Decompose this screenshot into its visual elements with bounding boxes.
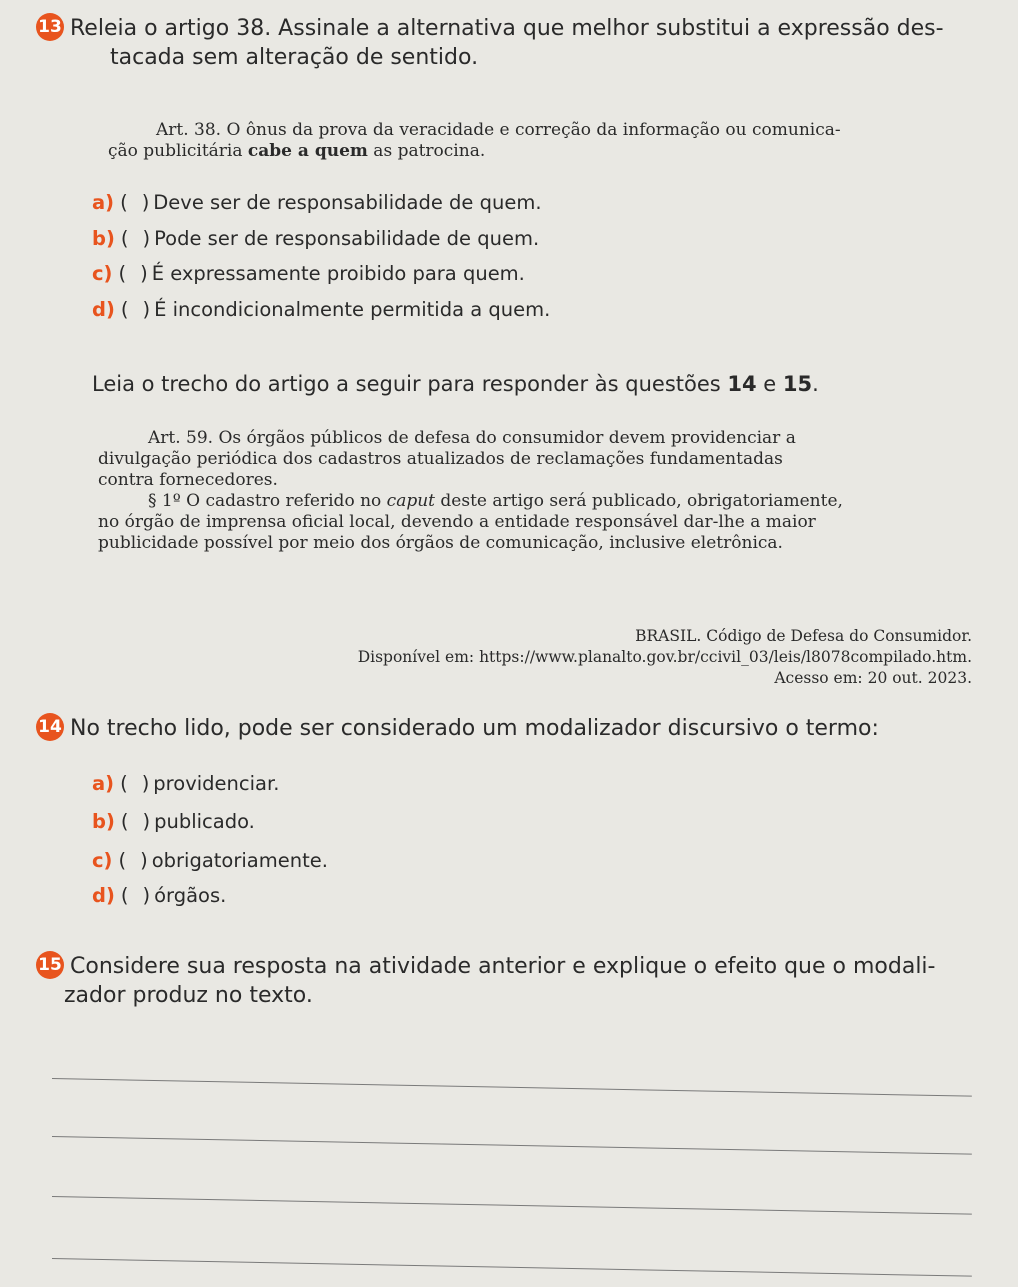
question-14-number: 14 (36, 713, 64, 741)
q13-option-a[interactable]: a) ( ) Deve ser de responsabilidade de quem. (92, 191, 542, 214)
q14-option-b[interactable]: b) ( ) publicado. (92, 810, 255, 833)
highlighted-expression: cabe a quem (247, 141, 368, 161)
q14-option-a[interactable]: a) ( ) providenciar. (92, 772, 280, 795)
reading-instruction: Leia o trecho do artigo a seguir para responder às questões 14 e 15. (92, 372, 819, 396)
answer-checkbox[interactable]: ( (120, 298, 129, 321)
answer-line-1[interactable] (52, 1078, 972, 1097)
answer-checkbox[interactable]: ( (118, 262, 127, 285)
q14-option-d[interactable]: d) ( ) órgãos. (92, 884, 227, 907)
answer-checkbox[interactable]: ( (118, 849, 127, 872)
answer-checkbox[interactable]: ( (120, 227, 129, 250)
q13-option-c[interactable]: c) ( ) É expressamente proibido para quem. (92, 262, 525, 285)
paragraph-1: § 1º O cadastro referido no caput deste artigo será publicado, obrigatoriamente, (148, 491, 843, 511)
article-38: Art. 38. O ônus da prova da veracidade e correção da informação ou comunica- ção publicitária cabe a quem as patrocina. (108, 120, 841, 161)
q14-option-c[interactable]: c) ( ) obrigatoriamente. (92, 849, 328, 872)
answer-checkbox[interactable]: ( (120, 772, 128, 795)
answer-checkbox[interactable]: ( (120, 884, 129, 907)
answer-line-3[interactable] (52, 1196, 972, 1215)
question-13-prompt: 13 Releia o artigo 38. Assinale a alternativa que melhor substitui a expressão des- tacada sem alteração de sentido. (36, 14, 996, 72)
question-13-number: 13 (36, 13, 64, 41)
question-15-number: 15 (36, 951, 64, 979)
question-14-prompt: 14 No trecho lido, pode ser considerado um modalizador discursivo o termo: (36, 714, 996, 743)
source-citation: BRASIL. Código de Defesa do Consumidor. Disponível em: https://www.planalto.gov.br/ccivil_03/leis/l8078compilado.htm. Acesso em: 20 out. 2023. (357, 627, 972, 687)
answer-checkbox[interactable]: ( (120, 191, 128, 214)
answer-line-4[interactable] (52, 1258, 972, 1277)
question-15-prompt: 15 Considere sua resposta na atividade anterior e explique o efeito que o modali- zador produz no texto. (36, 952, 996, 1010)
q13-option-b[interactable]: b) ( ) Pode ser de responsabilidade de quem. (92, 227, 540, 250)
q13-option-d[interactable]: d) ( ) É incondicionalmente permitida a quem. (92, 298, 551, 321)
answer-line-2[interactable] (52, 1136, 972, 1155)
article-59: Art. 59. Os órgãos públicos de defesa do consumidor devem providenciar a divulgação periódica dos cadastros atualizados de reclamações fundamentadas contra fornecedores. § 1º O cadastro referido no caput deste artigo será publicado, obrigatoriamente, no órgão de imprensa oficial local, devendo a entidade responsável dar-lhe a maior publicidade possível por meio dos órgãos de comunicação, inclusive eletrônica. (98, 428, 978, 554)
answer-checkbox[interactable]: ( (120, 810, 129, 833)
